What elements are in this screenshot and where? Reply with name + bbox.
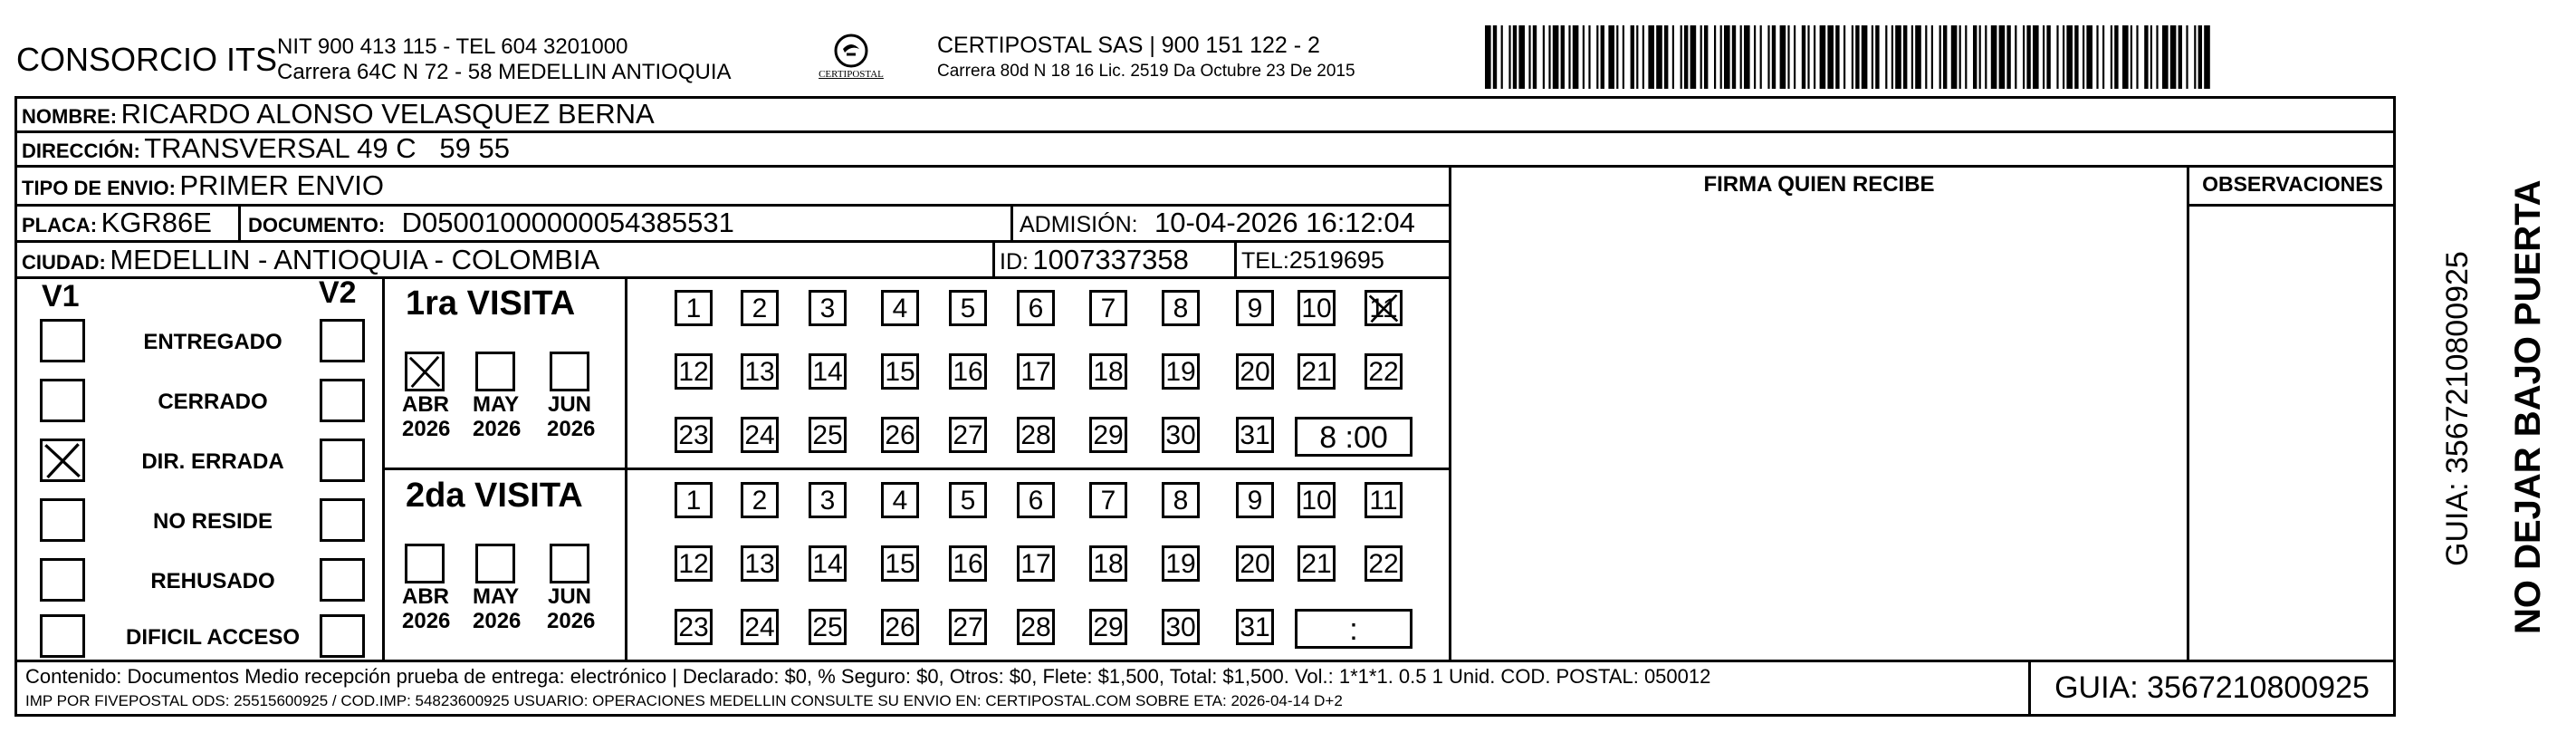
barcode-bar [1852, 25, 1853, 89]
barcode-bar [1601, 25, 1604, 89]
barcode-bar [1855, 25, 1859, 89]
firma-area[interactable] [1452, 207, 2186, 658]
barcode-bar [1656, 25, 1662, 89]
barcode-bar [2026, 25, 2030, 89]
barcode-bar [1690, 25, 1697, 89]
day-box[interactable]: 27 [949, 417, 987, 453]
visit-title: 1ra VISITA [406, 284, 576, 323]
barcode-bar [2114, 25, 2118, 89]
nombre-label: NOMBRE: [22, 105, 118, 128]
day-box[interactable]: 10 [1298, 482, 1336, 518]
day-box[interactable]: 23 [675, 609, 713, 645]
day-box[interactable]: 4 [881, 290, 919, 326]
day-box[interactable]: 15 [881, 545, 919, 582]
ciudad-value: MEDELLIN - ANTIOQUIA - COLOMBIA [110, 244, 600, 275]
tel-label: TEL: [1241, 248, 1289, 274]
placa-value: KGR86E [101, 207, 212, 238]
day-box[interactable]: 30 [1162, 609, 1200, 645]
day-box[interactable]: 10 [1298, 290, 1336, 326]
barcode-graphic [1485, 25, 2214, 89]
day-box[interactable]: 20 [1236, 545, 1274, 582]
month-name: JUN [547, 584, 591, 609]
barcode-bar [1754, 25, 1756, 89]
month-name: ABR [402, 392, 449, 417]
nombre-row [22, 96, 655, 130]
barcode-bar [1528, 25, 1530, 89]
month-year: 2026 [473, 609, 522, 633]
barcode-bar [1684, 25, 1688, 89]
status-label: NO RESIDE [152, 509, 273, 534]
barcode-bar [2111, 25, 2112, 89]
month-checkbox[interactable] [550, 544, 589, 583]
day-box[interactable]: 8 [1162, 482, 1200, 518]
barcode-bar [1501, 25, 1503, 89]
month-checkbox[interactable] [405, 352, 445, 391]
barcode-bar [1802, 25, 1805, 89]
barcode-bar [1780, 25, 1786, 89]
id-row [1000, 242, 1189, 276]
barcode-bar [1895, 25, 1901, 89]
day-box[interactable]: 19 [1162, 353, 1200, 390]
barcode-bar [2086, 25, 2092, 89]
barcode-bar [2170, 25, 2177, 89]
visit-title: 2da VISITA [406, 477, 583, 515]
barcode-bar [2083, 25, 2084, 89]
barcode-bar [1724, 25, 1730, 89]
v1-checkbox[interactable] [40, 558, 85, 602]
barcode-bar [1493, 25, 1497, 89]
barcode-bar [1772, 25, 1776, 89]
v1-checkbox[interactable] [40, 379, 85, 422]
status-label: CERRADO [158, 390, 268, 414]
day-box[interactable]: 2 [741, 290, 779, 326]
tel-value: 2519695 [1288, 246, 1384, 274]
barcode-bar [1720, 25, 1722, 89]
rule-status-visita [382, 276, 385, 660]
day-box[interactable]: 2 [741, 482, 779, 518]
month-name: JUN [547, 392, 591, 417]
status-label: ENTREGADO [143, 330, 282, 354]
direccion-label: DIRECCIÓN: [22, 140, 140, 162]
barcode-bar [2136, 25, 2138, 89]
v1-checkbox[interactable] [40, 614, 85, 658]
barcode-bar [1862, 25, 1868, 89]
barcode-bar [1875, 25, 1879, 89]
company-name: CONSORCIO ITS [16, 41, 278, 78]
rule-months-days [625, 276, 627, 660]
day-box[interactable]: 21 [1298, 545, 1336, 582]
barcode-bar [1931, 25, 1933, 89]
barcode-bar [1608, 25, 1614, 89]
rule-doc-admision [1010, 204, 1013, 240]
v2-checkbox[interactable] [320, 558, 365, 602]
day-box[interactable]: 12 [675, 353, 713, 390]
barcode-bar [1732, 25, 1736, 89]
day-box[interactable]: 12 [675, 545, 713, 582]
id-label: ID: [1000, 249, 1029, 275]
day-box[interactable]: 25 [809, 609, 847, 645]
barcode-bar [1999, 25, 2006, 89]
observaciones-area[interactable] [2190, 207, 2394, 658]
barcode-bar [1820, 25, 1826, 89]
day-box[interactable]: 1 [675, 290, 713, 326]
barcode-bar [1915, 25, 1921, 89]
month-checkbox[interactable] [550, 352, 589, 391]
barcode-bar [2023, 25, 2025, 89]
barcode-bar [1588, 25, 1590, 89]
day-box[interactable]: 23 [675, 417, 713, 453]
barcode-bar [1583, 25, 1585, 89]
placa-row [22, 206, 212, 240]
barcode-bar [1794, 25, 1796, 89]
month-checkbox[interactable] [475, 544, 515, 583]
direccion-row [22, 130, 510, 165]
barcode-bar [2056, 25, 2058, 89]
day-box[interactable]: 21 [1298, 353, 1336, 390]
month-year: 2026 [473, 417, 522, 441]
day-box[interactable]: 30 [1162, 417, 1200, 453]
rule-visita-mid [385, 468, 1451, 470]
time-field[interactable]: 8 :00 [1295, 417, 1412, 457]
footer-content-line: Contenido: Documentos Medio recepción prueba de entrega: electrónico | Declarado: $0, % Seguro: $0, Otros: $0, Flete: $1,500, Total: $1,500. Vol.: 1*1*1. 0.5 1 Unid. COD. POSTAL: 050012 [25, 665, 1711, 688]
rule-footer-top [14, 660, 2396, 662]
documento-label: DOCUMENTO: [248, 214, 386, 236]
day-box[interactable]: 22 [1365, 353, 1403, 390]
barcode-bar [1835, 25, 1839, 89]
day-box[interactable]: 14 [809, 545, 847, 582]
certipostal-logo [810, 33, 892, 87]
month-year: 2026 [547, 609, 596, 633]
day-box[interactable]: 28 [1017, 417, 1055, 453]
barcode-bar [1891, 25, 1893, 89]
v2-checkbox[interactable] [320, 498, 365, 542]
barcode-bar [1843, 25, 1845, 89]
admision-value: 10-04-2026 16:12:04 [1154, 207, 1415, 238]
barcode-bar [1760, 25, 1762, 89]
day-box[interactable]: 3 [809, 290, 847, 326]
side-guia: GUIA: 3567210800925 [2440, 251, 2475, 566]
barcode-bar [1513, 25, 1517, 89]
rule-placa-doc [238, 204, 241, 240]
day-box[interactable]: 18 [1089, 353, 1127, 390]
tipo-label: TIPO DE ENVIO: [22, 177, 176, 199]
barcode-bar [1664, 25, 1668, 89]
company-nit: NIT 900 413 115 - TEL 604 3201000 [277, 34, 628, 59]
day-box[interactable]: 28 [1017, 609, 1055, 645]
barcode-bar [1681, 25, 1682, 89]
direccion-value: TRANSVERSAL 49 C 59 55 [144, 132, 510, 164]
footer-imp-line: IMP POR FIVEPOSTAL ODS: 25515600925 / COD.IMP: 54823600925 USUARIO: OPERACIONES MEDELLIN CONSULTE SU ENVIO EN: CERTIPOSTAL.COM SOBRE ETA: 2026-04-14 D+2 [25, 692, 1343, 709]
day-box[interactable]: 7 [1089, 482, 1127, 518]
day-box[interactable]: 9 [1236, 482, 1274, 518]
day-box[interactable]: 5 [949, 482, 987, 518]
rule-ciudad-id [992, 240, 995, 276]
barcode-bar [1631, 25, 1634, 89]
barcode-bar [1648, 25, 1654, 89]
nombre-value: RICARDO ALONSO VELASQUEZ BERNA [120, 98, 655, 130]
certipostal-line1: CERTIPOSTAL SAS | 900 151 122 - 2 [937, 33, 1320, 58]
day-box[interactable]: 5 [949, 290, 987, 326]
month-year: 2026 [547, 417, 596, 441]
no-dejar-bajo-puerta: NO DEJAR BAJO PUERTA [2508, 179, 2548, 634]
v2-checkbox[interactable] [320, 319, 365, 362]
v1-checkbox[interactable] [40, 319, 85, 362]
month-year: 2026 [402, 609, 451, 633]
day-box[interactable]: 31 [1236, 609, 1274, 645]
barcode-bar [2033, 25, 2039, 89]
barcode-bar [1767, 25, 1769, 89]
time-field[interactable]: : [1295, 609, 1412, 649]
day-box[interactable]: 6 [1017, 290, 1055, 326]
barcode-bar [2194, 25, 2196, 89]
barcode-bar [2179, 25, 2182, 89]
barcode-bar [1787, 25, 1789, 89]
barcode-bar [2006, 25, 2010, 89]
checkmark-x-icon [43, 441, 82, 479]
barcode-bar [1943, 25, 1947, 89]
barcode-bar [1872, 25, 1873, 89]
barcode-bar [1979, 25, 1981, 89]
day-box[interactable]: 24 [741, 609, 779, 645]
barcode-bar [2102, 25, 2104, 89]
day-box[interactable]: 17 [1017, 353, 1055, 390]
day-box[interactable]: 14 [809, 353, 847, 390]
tipo-value: PRIMER ENVIO [179, 169, 385, 201]
barcode-bar [1985, 25, 1987, 89]
v1-label: V1 [42, 279, 80, 313]
barcode-bar [1885, 25, 1887, 89]
barcode-bar [1951, 25, 1958, 89]
month-name: MAY [473, 584, 520, 609]
barcode-bar [2198, 25, 2202, 89]
day-box[interactable]: 26 [881, 417, 919, 453]
day-box[interactable]: 6 [1017, 482, 1055, 518]
day-box[interactable]: 3 [809, 482, 847, 518]
day-box[interactable]: 8 [1162, 290, 1200, 326]
footer-guia: GUIA: 3567210800925 [2054, 670, 2370, 705]
day-box[interactable]: 24 [741, 417, 779, 453]
v1-checkbox[interactable] [40, 498, 85, 542]
id-value: 1007337358 [1032, 244, 1189, 275]
month-year: 2026 [402, 417, 451, 441]
barcode-bar [2150, 25, 2152, 89]
barcode-bar [1807, 25, 1809, 89]
barcode-bar [1543, 25, 1545, 89]
barcode-bar [1744, 25, 1750, 89]
barcode-bar [1568, 25, 1570, 89]
day-box[interactable]: 9 [1236, 290, 1274, 326]
barcode-bar [1939, 25, 1941, 89]
day-box[interactable]: 15 [881, 353, 919, 390]
barcode-bar [1485, 25, 1491, 89]
barcode-bar [1553, 25, 1559, 89]
day-box[interactable]: 13 [741, 545, 779, 582]
barcode-bar [1548, 25, 1550, 89]
month-name: ABR [402, 584, 449, 609]
day-box[interactable]: 16 [949, 353, 987, 390]
day-box[interactable]: 4 [881, 482, 919, 518]
day-box[interactable]: 11 [1365, 290, 1403, 326]
documento-row [248, 206, 734, 240]
barcode-bar [1561, 25, 1565, 89]
barcode-bar [1911, 25, 1913, 89]
barcode-bar [1596, 25, 1598, 89]
barcode-bar [1827, 25, 1834, 89]
barcode-bar [2063, 25, 2064, 89]
v2-checkbox[interactable] [320, 379, 365, 422]
barcode-bar [1508, 25, 1510, 89]
certipostal-line2: Carrera 80d N 18 16 Lic. 2519 Da Octubre 23 De 2015 [937, 62, 1355, 81]
barcode-bar [1672, 25, 1674, 89]
day-box[interactable]: 17 [1017, 545, 1055, 582]
day-box[interactable]: 20 [1236, 353, 1274, 390]
month-checkbox[interactable] [475, 352, 515, 391]
v2-checkbox[interactable] [320, 614, 365, 658]
placa-label: PLACA: [22, 214, 98, 236]
barcode-bar [2066, 25, 2073, 89]
logo-text: CERTIPOSTAL [819, 69, 884, 80]
barcode-bar [1704, 25, 1708, 89]
barcode-bar [1903, 25, 1907, 89]
day-box[interactable]: 19 [1162, 545, 1200, 582]
month-checkbox[interactable] [405, 544, 445, 583]
day-box[interactable]: 26 [881, 609, 919, 645]
barcode-bar [1965, 25, 1967, 89]
rule-sign-obs-divider [2187, 165, 2189, 660]
day-box[interactable]: 31 [1236, 417, 1274, 453]
day-box[interactable]: 27 [949, 609, 987, 645]
ciudad-row [22, 242, 599, 276]
ciudad-label: CIUDAD: [22, 251, 106, 274]
barcode-bar [1700, 25, 1702, 89]
barcode-bar [1991, 25, 1997, 89]
day-box[interactable]: 29 [1089, 609, 1127, 645]
barcode-bar [1533, 25, 1537, 89]
observaciones-header: OBSERVACIONES [2202, 172, 2383, 196]
barcode-bar [1740, 25, 1742, 89]
barcode-bar [1925, 25, 1927, 89]
barcode-bar [2204, 25, 2210, 89]
barcode-bar [1616, 25, 1618, 89]
tel-row [1241, 242, 1384, 276]
status-label: REHUSADO [150, 569, 275, 593]
admision-row [1020, 206, 1415, 240]
barcode-bar [1959, 25, 1961, 89]
barcode-bar [1642, 25, 1644, 89]
day-box[interactable]: 7 [1089, 290, 1127, 326]
v2-label: V2 [319, 275, 357, 310]
barcode-bar [1636, 25, 1638, 89]
v2-checkbox[interactable] [320, 439, 365, 482]
rule-id-tel [1234, 240, 1237, 276]
barcode-bar [2074, 25, 2078, 89]
barcode [1485, 25, 2214, 89]
documento-value: D05001000000054385531 [401, 207, 734, 238]
checkmark-x-icon [1367, 293, 1400, 323]
tipo-row [22, 167, 384, 203]
barcode-bar [2122, 25, 2129, 89]
day-box[interactable]: 22 [1365, 545, 1403, 582]
barcode-bar [2043, 25, 2045, 89]
status-label: DIFICIL ACCESO [125, 625, 300, 650]
barcode-bar [2144, 25, 2148, 89]
barcode-bar [1814, 25, 1815, 89]
barcode-bar [1623, 25, 1624, 89]
barcode-bar [1518, 25, 1525, 89]
barcode-bar [2015, 25, 2016, 89]
barcode-bar [2131, 25, 2132, 89]
checkmark-x-icon [407, 354, 442, 389]
barcode-bar [1573, 25, 1579, 89]
day-box[interactable]: 1 [675, 482, 713, 518]
barcode-bar [2156, 25, 2158, 89]
barcode-bar [2096, 25, 2098, 89]
barcode-bar [2162, 25, 2169, 89]
rule-ciudad-bottom [14, 276, 1451, 279]
rule-form-sign-divider [1449, 165, 1451, 660]
day-box[interactable]: 29 [1089, 417, 1127, 453]
day-box[interactable]: 11 [1365, 482, 1403, 518]
admision-label: ADMISIÓN: [1020, 212, 1138, 237]
v1-checkbox[interactable] [40, 439, 85, 482]
day-box[interactable]: 16 [949, 545, 987, 582]
barcode-bar [1714, 25, 1716, 89]
barcode-bar [1973, 25, 1977, 89]
month-name: MAY [473, 392, 520, 417]
day-box[interactable]: 13 [741, 353, 779, 390]
barcode-bar [2186, 25, 2188, 89]
firma-header: FIRMA QUIEN RECIBE [1703, 172, 1935, 197]
company-address: Carrera 64C N 72 - 58 MEDELLIN ANTIOQUIA [277, 60, 732, 84]
day-box[interactable]: 18 [1089, 545, 1127, 582]
day-box[interactable]: 25 [809, 417, 847, 453]
barcode-bar [2046, 25, 2050, 89]
status-label: DIR. ERRADA [141, 449, 284, 474]
